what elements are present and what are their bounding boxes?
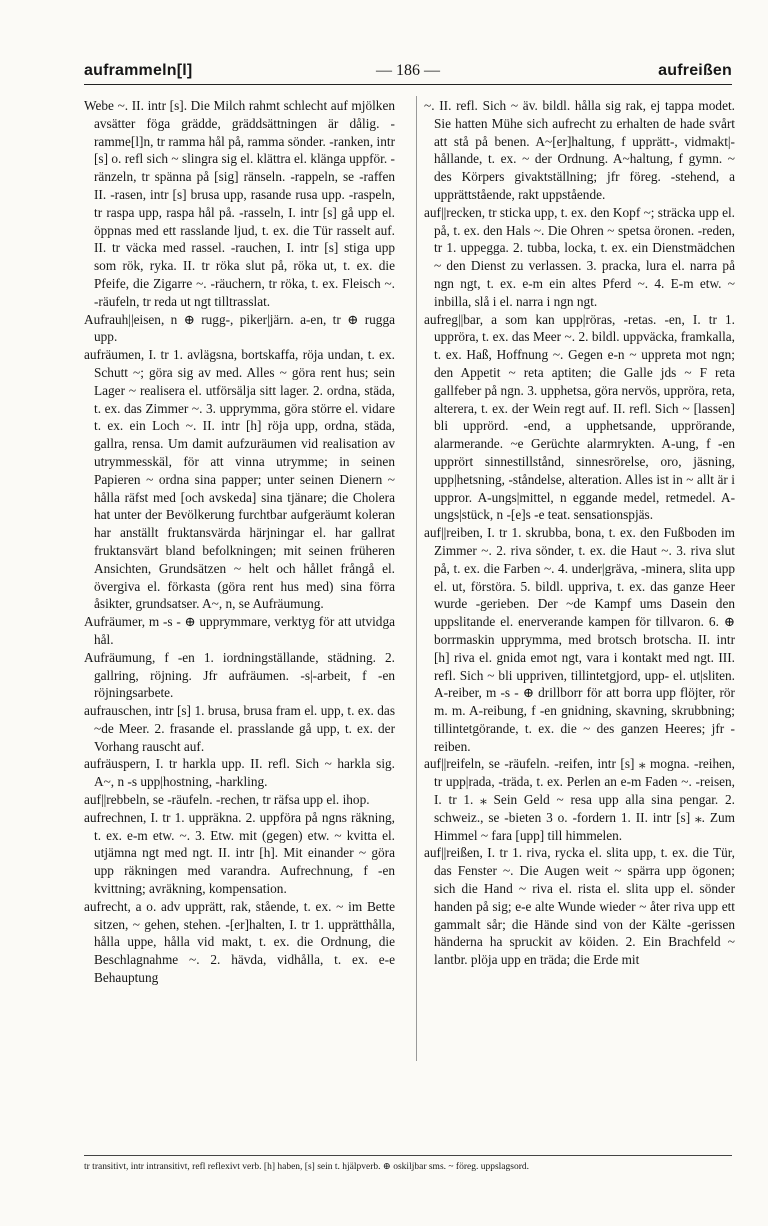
header-rule: [84, 84, 732, 85]
left-headword: auframmeln[l]: [84, 62, 193, 79]
page-header: [84, 62, 732, 84]
entry-paragraph: aufrechnen, I. tr 1. uppräkna. 2. uppföra på ngns räkning, t. ex. e-m etw. ~. 3. Etw. mit (gegen) etw. ~ kvitta el. utjämna ngt med ngt. II. intr [h]. Mit einander ~ göra upp räkningen med varandra. Aufrechnung, f -en kvittning; avräkning, kompensation.: [84, 809, 395, 897]
abbreviation-legend: tr transitivt, intr intransitivt, refl reflexivt verb. [h] haben, [s] sein t. hjälpverb. ⊕ oskiljbar sms. ~ föreg. uppslagsord.: [84, 1162, 529, 1172]
entry-paragraph: aufrauschen, intr [s] 1. brusa, brusa fram el. upp, t. ex. das ~de Meer. 2. frasande el. prasslande gå upp, t. ex. der Vorhang rauscht auf.: [84, 703, 395, 754]
entry-paragraph: aufreg||bar, a som kan upp|röras, -retas. -en, I. tr 1. uppröra, t. ex. das Meer ~. 2. bildl. uppväcka, framkalla, t. ex. Haß, Hoffnung ~. Gegen e-n ~ uppreta mot ngn; den Appetit ~ reta aptiten; die Galle jds ~ F reta gallfeber på ngn. 3. upphetsa, göra nervös, uppröra, reta, alterera, t. ex. der Wein regt auf. II. refl. Sich ~ [lassen] bli upprörd. -end, a upphetsande, upprörande, alarmerande. ~e Gerüchte alarmrykten. A-ung, f -en upprört sinnestillstånd, sinnesrörelse, oro, jäsning, upp|hetsning, -ståndelse, alteration. Alles ist in ~ allt är i uppror. A-ungs|mittel, n eggande medel, retmedel. A-ungs|stück, n -[e]s -e teat. sensationspjäs.: [424, 311, 735, 523]
entry-paragraph: Aufrauh||eisen, n ⊕ rugg-, piker|järn. a-en, tr ⊕ rugga upp.: [84, 311, 395, 345]
entry-paragraph: Aufräumer, m -s - ⊕ upprymmare, verktyg för att utvidga hål.: [84, 614, 395, 647]
entry-paragraph: aufrecht, a o. adv upprätt, rak, stående, t. ex. ~ im Bette sitzen, ~ gehen, stehen. -[er]halten, I. tr 1. upprätthålla, hålla uppe, hålla vid makt, t. ex. die Ordnung, die Beschlagnahme ~. 2. hävda, vidhålla, t. ex. e-e Behauptung: [84, 898, 395, 986]
footer-rule: [84, 1155, 732, 1156]
entry-paragraph: auf||reiben, I. tr 1. skrubba, bona, t. ex. den Fußboden im Zimmer ~. 2. riva sönder, t. ex. die Haut ~. 3. riva slut på, t. ex. die Farben ~. 4. under|gräva, -minera, slita upp el. ut, förstöra. 5. bildl. uppriva, t. ex. das ganze Heer wurde -gerieben. Der ~de Kampf ums Dasein den uppslitande el. enerverande kampen för tillvaron. 6. ⊕ borrmaskin upprymma, med brotsch brotscha. II. intr [h] riva el. gnida emot ngt, vara i kontakt med ngt. III. refl. Sich ~ bli uppriven, tillintetgjord, upp- el. ut|sliten. A-reiber, m -s - ⊕ drillborr för att borra upp flöjter, rör m. m. A-reibung, f -en gnidning, skavning, skrubbning; tillintetgörande, t. ex. die ~ des ganzen Heeres; jfr -reiben.: [424, 525, 735, 754]
right-headword: aufreißen: [658, 62, 732, 79]
entry-paragraph: ~. II. refl. Sich ~ äv. bildl. hålla sig rak, ej tappa modet. Sie hatten Mühe sich aufrecht zu erhalten de hade svårt att stå på benen. A~[er]haltung, f upprätt-, vidmakt|-hållande, t. ex. ~ der Ordnung. A~haltung, f gymn. ~ des Körpers givaktställning; jfr föreg. -stehend, a upprättstående, rakt uppstående.: [424, 98, 735, 202]
entry-paragraph: auf||recken, tr sticka upp, t. ex. den Kopf ~; sträcka upp el. på, t. ex. den Hals ~. Die Ohren ~ spetsa öronen. -reden, tr 1. uppegga. 2. tubba, locka, t. ex. ein Dienstmädchen ~ den Dienst zu verlassen. 3. pracka, lura el. narra på ngn ngt, t. ex. e-m ein altes Pferd ~. 4. E-m etw. ~ inbilla, slå i el. narra i ngn ngt.: [424, 204, 735, 309]
entry-paragraph: aufräumen, I. tr 1. avlägsna, bortskaffa, röja undan, t. ex. Schutt ~; göra sig av med. Alles ~ göra rent hus; sein Lager ~ realisera el. utförsälja sitt lager. 2. ordna, städa, t. ex. das Zimmer ~. 3. upprymma, göra större el. vidare t. ex. ein Loch ~. II. intr [h] röja upp, ordna, städa, gallra, rensa. Um damit aufzuräumen vid realisation av utrymmesskäl, för att vinna utrymme; in seinen Papieren ~ ordna sina papper; unter seinen Dienern ~ hålla räfst med [och avskeda] sina tjänare; die Cholera hat unter der Bevölkerung furchtbar aufgeräumt koleran har anställt fruktansvärda härjningar el. har gallrat fruktansvärt bland befolkningen; mit seinen früheren Ansichten, Grundsätzen ~ helt och hållet frångå el. övergiva el. förkasta (göra rent hus med) sina förra åsikter, grundsatser. A~, n, se Aufräumung.: [84, 347, 395, 612]
entry-paragraph: aufräuspern, I. tr harkla upp. II. refl. Sich ~ harkla sig. A~, n -s upp|hostning, -harkling.: [84, 756, 395, 790]
entry-paragraph: Webe ~. II. intr [s]. Die Milch rahmt schlecht auf mjölken avsätter föga grädde, gräddsättningen är dålig. -ramme[l]n, tr ramma hål på, ramma sönder. -ranken, intr [s] o. refl sich ~ slingra sig el. klättra el. klänga uppför. -ränzeln, tr spänna på [sig] ränseln. -rappeln, se -raffen II. -rasen, intr [s] brusa upp, rasande rusa upp. -raspeln, tr raspa upp, raspa hål på. -rasseln, I. intr [s] gå upp el. öppnas med ett rasslande ljud, t. ex. die Tür rasselt auf. II. tr väcka med rassel. -rauchen, I. intr [s] stiga upp som rök, ryka. II. tr röka slut på, röka ut, t. ex. die Pfeife, die Zigarre ~. -räuchern, tr röka, t. ex. Fleisch ~. -räufeln, tr reda ut ngt tilltrasslat.: [84, 98, 395, 309]
column-divider: [416, 96, 417, 1061]
entry-paragraph: Aufräumung, f -en 1. iordningställande, städning. 2. gallring, röjning. Jfr aufräumen. -s|-arbeit, f -en röjningsarbete.: [84, 649, 395, 701]
entry-paragraph: auf||reifeln, se -räufeln. -reifen, intr [s] ⁎ mogna. -reihen, tr upp|rada, -träda, t. ex. Perlen an e-m Faden ~. -reisen, I. tr 1. ⁎ Sein Geld ~ resa upp alla sina pengar. 2. schweiz., se -bieten 3 o. -fordern 1. II. intr [s] ⁎. Zum Himmel ~ fara [upp] till himmelen.: [424, 756, 735, 843]
entry-paragraph: auf||reißen, I. tr 1. riva, rycka el. slita upp, t. ex. die Tür, das Fenster ~. Die Augen weit ~ spärra upp ögonen; sich die Hand ~ riva el. rista el. slita upp el. sönder handen på sig; e-e alte Wunde wieder ~ åter riva upp ett gammalt sår; die Hände sind von der Kälte -gerissen händerna ha spruckit av köiden. 2. Ein Brachfeld ~ lantbr. plöja upp en träda; die Erde mit: [424, 845, 735, 968]
right-column: [424, 97, 735, 1057]
left-column: [84, 97, 395, 1057]
entry-paragraph: auf||rebbeln, se -räufeln. -rechen, tr räfsa upp el. ihop.: [84, 792, 370, 808]
page-number: — 186 —: [376, 62, 440, 79]
